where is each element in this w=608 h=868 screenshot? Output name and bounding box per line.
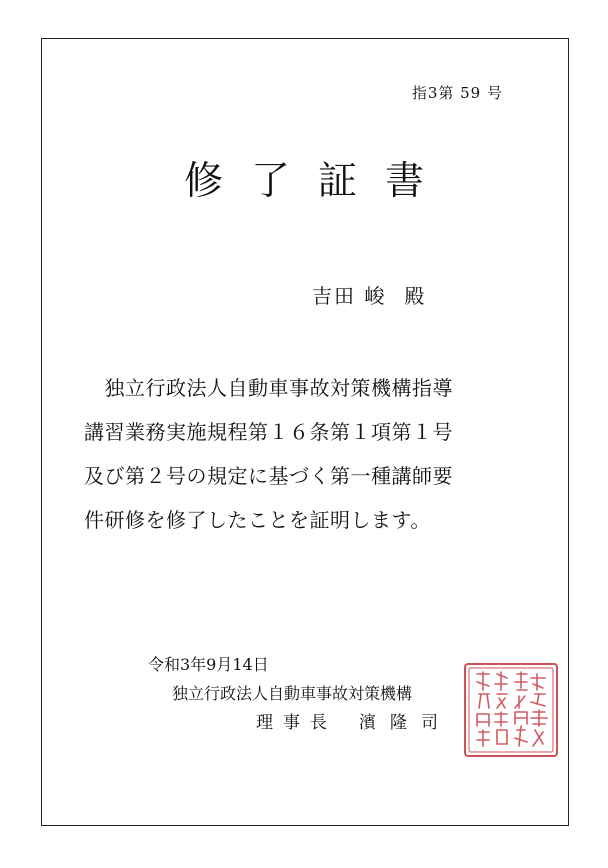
body-line: 独立行政法人自動車事故対策機構指導 xyxy=(84,376,453,400)
body-line: 件研修を修了したことを証明します。 xyxy=(84,508,431,532)
recipient xyxy=(312,280,424,309)
certificate-title: 修了証書 xyxy=(183,159,452,204)
signer-name: 濱隆司 xyxy=(359,713,452,733)
issuing-organization: 独立行政法人自動車事故対策機構 xyxy=(172,684,413,703)
recipient-name: 吉田 峻 xyxy=(312,284,387,308)
issue-date: 令和3年9月14日 xyxy=(148,655,269,674)
recipient-honorific: 殿 xyxy=(404,284,425,308)
signer xyxy=(256,708,452,733)
body-line: 及び第２号の規定に基づく第一種講師要 xyxy=(84,464,453,488)
certificate-number: 指3第 59 号 xyxy=(411,84,503,102)
body-line: 講習業務実施規程第１６条第１項第１号 xyxy=(84,420,453,444)
official-seal-stamp xyxy=(461,660,561,760)
certificate-body xyxy=(84,366,514,542)
signer-role: 理事長 xyxy=(256,713,337,733)
